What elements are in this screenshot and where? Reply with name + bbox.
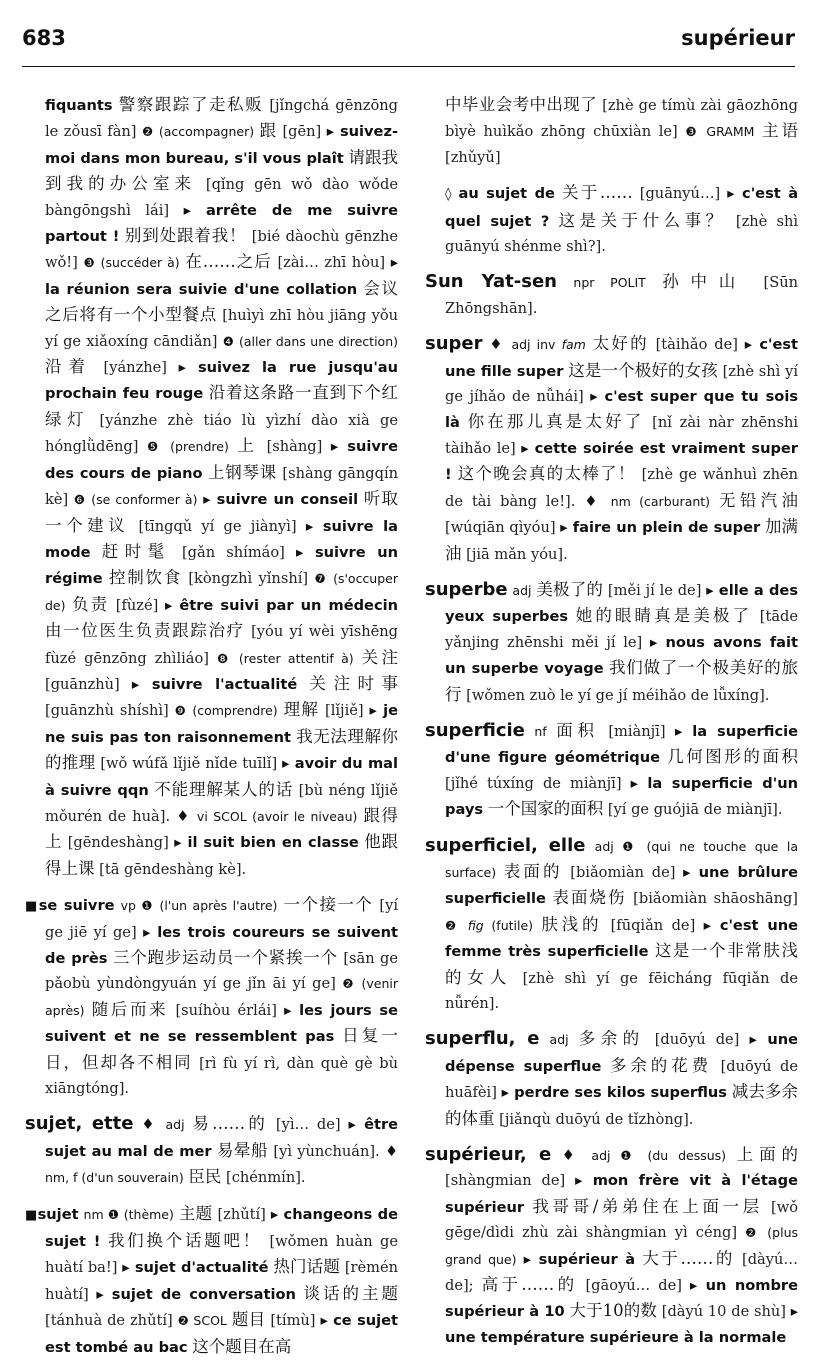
dictionary-entry: ■se suivre vp ❶ (l'un après l'autre) 一个接一个 [yí ge jiē yí ge] ▸ les trois coureurs se suivent de près 三个跑步运动员一个紧挨一个 [sān ge pǎobù yùndòngyuán yí ge jǐn āi yí ge] ❷ (venir après) 随后而来 [suíhòu érlái] ▸ les jours se suivent et ne se ressemblent pas 日复一日，但却各不相同 [rì fù yí rì, dàn què gè bù xiāngtóng]. bbox=[25, 895, 399, 1098]
dictionary-entry: superficie nf 面积 [miànjī] ▸ la superficie d'une figure géométrique 几何图形的面积 [jǐhé túxíng de miànjī] ▸ la superficie d'un pays 一个国家的面积 [yí ge guójiā de miànjī]. bbox=[425, 719, 799, 819]
left-column bbox=[25, 92, 398, 1370]
page-number: 683 bbox=[22, 26, 66, 50]
dictionary-entry: Sun Yat-sen npr POLIT 孙中山 [Sūn Zhōngshān]. bbox=[425, 271, 799, 317]
dictionary-entry: ■sujet nm ❶ (thème) 主题 [zhǔtí] ▸ changeons de sujet ! 我们换个话题吧！ [wǒmen huàn ge huàtí ba!] ▸ sujet d'actualité 热门话题 [rèmén huàtí] ▸ sujet de conversation 谈话的主题 [tánhuà de zhǔtí] ❷ SCOL 题目 [tímù] ▸ ce sujet est tombé au bac 这个题目在高 bbox=[25, 1203, 399, 1356]
dictionary-entry: supérieur, e ♦ adj ❶ (du dessus) 上面的 [shàngmian de] ▸ mon frère vit à l'étage supérieur 我哥哥/弟弟住在上面一层 [wǒ gēge/dìdi zhù zài shàngmian yì céng] ❷ (plus grand que) ▸ supérieur à 大于……的 [dàyú… de]; 高于……的 [gāoyú… de] ▸ un nombre supérieur à 10 大于10的数 [dàyú 10 de shù] ▸ une température supérieure à la normale bbox=[425, 1144, 799, 1346]
dictionary-entry: super ♦ adj inv fam 太好的 [tàihǎo de] ▸ c'est une fille super 这是一个极好的女孩 [zhè shì yí ge jíhǎo de nǚhái] ▸ c'est super que tu sois là 你在那儿真是太好了 [nǐ zài nàr zhēnshi tàihǎo le] ▸ cette soirée est vraiment super ! 这个晚会真的太棒了！ [zhè ge wǎnhuì zhēn de tài bàng le!]. ♦ nm (carburant) 无铅汽油 [wúqiān qìyóu] ▸ faire un plein de super 加满油 [jiā mǎn yóu]. bbox=[425, 333, 799, 563]
right-column bbox=[425, 92, 798, 1360]
dictionary-entry: sujet, ette ♦ adj 易……的 [yì… de] ▸ être sujet au mal de mer 易晕船 [yì yùnchuán]. ♦ nm, f (d'un souverain) 臣民 [chénmín]. bbox=[25, 1113, 399, 1187]
dictionary-entry: ◊ au sujet de 关于…… [guānyú…] ▸ c'est à quel sujet ? 这是关于什么事？ [zhè shì guānyú shénme shì?]. bbox=[445, 183, 799, 256]
guide-word: supérieur bbox=[681, 26, 795, 50]
dictionary-entry: 中毕业会考中出现了 [zhè ge tímù zài gāozhōng bìyè huìkǎo zhōng chūxiàn le] ❸ GRAMM 主语 [zhǔyǔ] bbox=[445, 95, 799, 166]
dictionary-entry: fiquants 警察跟踪了走私贩 [jǐngchá gēnzōng le zǒusī fàn] ❷ (accompagner) 跟 [gēn] ▸ suivez-moi dans mon bureau, s'il vous plaît 请跟我到我的办公室来 [qǐng gēn wǒ dào wǒde bàngōngshì lái] ▸ arrête de me suivre partout ! 别到处跟着我！ [bié dàochù gēnzhe wǒ!] ❸ (succéder à) 在……之后 [zài… zhī hòu] ▸ la réunion sera suivie d'une collation 会议之后将有一个小型餐点 [huìyì zhī hòu jiāng yǒu yí ge xiǎoxíng cāndiǎn] ❹ (aller dans une direction) 沿着 [yánzhe] ▸ suivez la rue jusqu'au prochain feu rouge 沿着这条路一直到下个红绿灯 [yánzhe zhè tiáo lù yìzhí dào xià ge hónglǜdēng] ❺ (prendre) 上 [shàng] ▸ suivre des cours de piano 上钢琴课 [shàng gāngqín kè] ❻ (se conformer à) ▸ suivre un conseil 听取一个建议 [tīngqǔ yí ge jiànyì] ▸ suivre la mode 赶时髦 [gǎn shímáo] ▸ suivre un régime 控制饮食 [kòngzhì yǐnshí] ❼ (s'occuper de) 负责 [fùzé] ▸ être suivi par un médecin 由一位医生负责跟踪治疗 [yóu yí wèi yīshēng fùzé gēnzōng zhìliáo] ❽ (rester attentif à) 关注 [guānzhù] ▸ suivre l'actualité 关注时事 [guānzhù shíshì] ❾ (comprendre) 理解 [lǐjiě] ▸ je ne suis pas ton raisonnement 我无法理解你的推理 [wǒ wúfǎ lǐjiě nǐde tuīlǐ] ▸ avoir du mal à suivre qqn 不能理解某人的话 [bù néng lǐjiě mǒurén de huà]. ♦ vi SCOL (avoir le niveau) 跟得上 [gēndeshàng] ▸ il suit bien en classe 他跟得上课 [tā gēndeshàng kè]. bbox=[45, 95, 399, 878]
dictionary-entry: superflu, e adj 多余的 [duōyú de] ▸ une dépense superflue 多余的花费 [duōyú de huāfèi] ▸ perdre ses kilos superflus 减去多余的体重 [jiǎnqù duōyú de tǐzhòng]. bbox=[425, 1028, 799, 1128]
dictionary-entry: superbe adj 美极了的 [měi jí le de] ▸ elle a des yeux superbes 她的眼睛真是美极了 [tāde yǎnjing zhēnshi měi jí le] ▸ nous avons fait un superbe voyage 我们做了一个极美好的旅行 [wǒmen zuò le yí ge jí méihǎo de lǚxíng]. bbox=[425, 578, 799, 704]
page-header bbox=[22, 26, 795, 67]
dictionary-entry: superficiel, elle adj ❶ (qui ne touche que la surface) 表面的 [biǎomiàn de] ▸ une brûlure superficielle 表面烧伤 [biǎomiàn shāoshāng] ❷ fig (futile) 肤浅的 [fūqiǎn de] ▸ c'est une femme très superficielle 这是一个非常肤浅的女人 [zhè shì yí ge fēicháng fūqiǎn de nǚrén]. bbox=[425, 834, 799, 1012]
